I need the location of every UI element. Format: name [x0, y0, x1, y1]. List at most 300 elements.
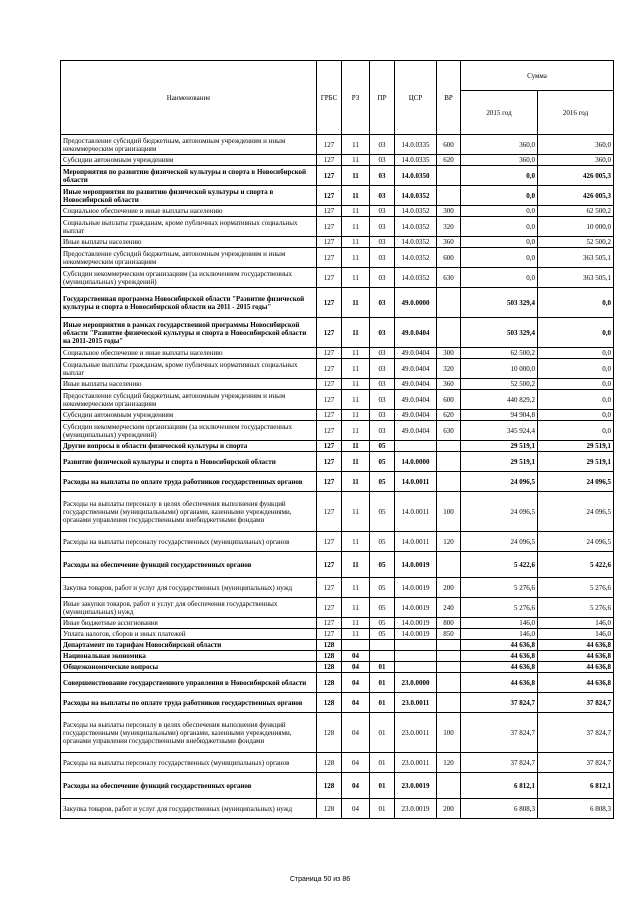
- cell-sum-2016: 146,0: [538, 629, 614, 640]
- cell-csr: 23.0.0000: [395, 673, 437, 693]
- table-row: [61, 379, 614, 390]
- cell-vr: 120: [437, 532, 461, 552]
- cell-name: Мероприятия по развитию физической культуры и спорта в Новосибирской области: [61, 166, 317, 186]
- cell-pr: 03: [370, 390, 395, 410]
- cell-sum-2015: 360,0: [461, 135, 538, 155]
- cell-name: Расходы на выплаты персоналу государственных (муниципальных) органов: [61, 532, 317, 552]
- cell-csr: 49.0.0404: [395, 348, 437, 359]
- cell-name: Государственная программа Новосибирской области "Развитие физической культуры и спорта в Новосибирской области на 2011 - 2015 годы": [61, 288, 317, 318]
- cell-csr: 49.0.0404: [395, 390, 437, 410]
- cell-vr: 320: [437, 217, 461, 237]
- cell-rz: 11: [342, 618, 370, 629]
- table-row: [61, 693, 614, 713]
- cell-pr: 03: [370, 135, 395, 155]
- cell-vr: [437, 552, 461, 578]
- cell-sum-2015: 29 519,1: [461, 452, 538, 472]
- cell-csr: 14.0.0352: [395, 268, 437, 288]
- cell-grbs: 127: [317, 155, 342, 166]
- budget-table: [60, 60, 614, 819]
- cell-sum-2015: 10 000,0: [461, 359, 538, 379]
- cell-name: Субсидии некоммерческим организациям (за исключением государственных (муниципальных) учреждений): [61, 268, 317, 288]
- header-2016: 2016 год: [538, 91, 614, 135]
- cell-vr: 630: [437, 421, 461, 441]
- cell-name: Социальное обеспечение и иные выплаты населению: [61, 348, 317, 359]
- cell-name: Социальные выплаты гражданам, кроме публичных нормативных социальных выплат: [61, 359, 317, 379]
- cell-vr: 120: [437, 753, 461, 773]
- cell-pr: [370, 651, 395, 662]
- cell-grbs: 127: [317, 618, 342, 629]
- cell-sum-2015: 37 824,7: [461, 693, 538, 713]
- cell-pr: 01: [370, 662, 395, 673]
- cell-csr: 49.0.0404: [395, 410, 437, 421]
- cell-sum-2016: 0,0: [538, 379, 614, 390]
- cell-pr: 05: [370, 578, 395, 598]
- header-csr: ЦСР: [395, 61, 437, 135]
- cell-rz: 11: [342, 598, 370, 618]
- cell-csr: 14.0.0335: [395, 155, 437, 166]
- cell-name: Национальная экономика: [61, 651, 317, 662]
- cell-sum-2016: 5 422,6: [538, 552, 614, 578]
- cell-sum-2015: 440 829,2: [461, 390, 538, 410]
- cell-sum-2016: 24 096,5: [538, 492, 614, 532]
- cell-grbs: 127: [317, 441, 342, 452]
- cell-pr: 01: [370, 693, 395, 713]
- cell-sum-2015: 0,0: [461, 248, 538, 268]
- cell-vr: 320: [437, 359, 461, 379]
- cell-name: Расходы на обеспечение функций государственных органов: [61, 773, 317, 799]
- cell-vr: [437, 166, 461, 186]
- cell-sum-2016: 37 824,7: [538, 693, 614, 713]
- cell-name: Развитие физической культуры и спорта в Новосибирской области: [61, 452, 317, 472]
- cell-sum-2015: 52 500,2: [461, 379, 538, 390]
- header-grbs: ГРБС: [317, 61, 342, 135]
- cell-vr: 240: [437, 598, 461, 618]
- cell-rz: 11: [342, 492, 370, 532]
- cell-sum-2015: 146,0: [461, 618, 538, 629]
- cell-vr: 200: [437, 578, 461, 598]
- cell-name: Закупка товаров, работ и услуг для государственных (муниципальных) нужд: [61, 799, 317, 819]
- cell-name: Иные мероприятия по развитию физической культуры и спорта в Новосибирской области: [61, 186, 317, 206]
- cell-csr: 14.0.0352: [395, 206, 437, 217]
- cell-rz: [342, 640, 370, 651]
- cell-csr: [395, 662, 437, 673]
- cell-grbs: 127: [317, 390, 342, 410]
- cell-pr: 03: [370, 155, 395, 166]
- cell-rz: 11: [342, 472, 370, 492]
- cell-pr: [370, 640, 395, 651]
- cell-sum-2015: 0,0: [461, 166, 538, 186]
- cell-name: Другие вопросы в области физической культуры и спорта: [61, 441, 317, 452]
- cell-grbs: 127: [317, 288, 342, 318]
- cell-rz: 11: [342, 237, 370, 248]
- table-row: [61, 166, 614, 186]
- cell-name: Расходы на выплаты по оплате труда работников государственных органов: [61, 693, 317, 713]
- cell-sum-2016: 24 096,5: [538, 532, 614, 552]
- cell-name: Расходы на выплаты по оплате труда работников государственных органов: [61, 472, 317, 492]
- cell-pr: 03: [370, 421, 395, 441]
- cell-grbs: 127: [317, 379, 342, 390]
- table-body: [61, 135, 614, 819]
- cell-sum-2015: 44 636,8: [461, 640, 538, 651]
- cell-sum-2016: 0,0: [538, 359, 614, 379]
- table-row: [61, 673, 614, 693]
- cell-sum-2015: 360,0: [461, 155, 538, 166]
- table-row: [61, 532, 614, 552]
- page-number: Страница 50 из 86: [289, 876, 351, 883]
- cell-vr: 630: [437, 268, 461, 288]
- cell-csr: 49.0.0404: [395, 318, 437, 348]
- cell-sum-2015: 62 500,2: [461, 348, 538, 359]
- cell-sum-2015: 44 636,8: [461, 651, 538, 662]
- cell-sum-2016: 24 096,5: [538, 472, 614, 492]
- cell-grbs: 127: [317, 629, 342, 640]
- cell-sum-2015: 5 276,6: [461, 578, 538, 598]
- cell-pr: 05: [370, 532, 395, 552]
- cell-grbs: 127: [317, 359, 342, 379]
- cell-name: Расходы на обеспечение функций государственных органов: [61, 552, 317, 578]
- cell-sum-2015: 5 422,6: [461, 552, 538, 578]
- cell-name: Предоставление субсидий бюджетным, автономным учреждениям и иным некоммерческим организациям: [61, 135, 317, 155]
- table-row: [61, 472, 614, 492]
- cell-rz: 11: [342, 248, 370, 268]
- cell-grbs: 127: [317, 135, 342, 155]
- cell-csr: 14.0.0011: [395, 532, 437, 552]
- cell-rz: 11: [342, 166, 370, 186]
- cell-csr: 14.0.0019: [395, 552, 437, 578]
- cell-rz: 11: [342, 217, 370, 237]
- cell-sum-2016: 44 636,8: [538, 673, 614, 693]
- cell-csr: [395, 651, 437, 662]
- cell-vr: 600: [437, 390, 461, 410]
- cell-sum-2015: 0,0: [461, 268, 538, 288]
- cell-rz: 11: [342, 421, 370, 441]
- cell-vr: [437, 693, 461, 713]
- cell-vr: 200: [437, 799, 461, 819]
- table-row: [61, 348, 614, 359]
- cell-name: Иные бюджетные ассигнования: [61, 618, 317, 629]
- cell-grbs: 127: [317, 318, 342, 348]
- cell-sum-2015: 345 924,4: [461, 421, 538, 441]
- cell-grbs: 127: [317, 166, 342, 186]
- cell-vr: [437, 318, 461, 348]
- cell-vr: [437, 673, 461, 693]
- cell-csr: 14.0.0352: [395, 237, 437, 248]
- cell-name: Предоставление субсидий бюджетным, автономным учреждениям и иным некоммерческим организациям: [61, 390, 317, 410]
- cell-rz: 04: [342, 662, 370, 673]
- table-row: [61, 799, 614, 819]
- cell-sum-2015: 24 096,5: [461, 532, 538, 552]
- table-row: [61, 390, 614, 410]
- cell-rz: 11: [342, 578, 370, 598]
- cell-pr: 03: [370, 348, 395, 359]
- cell-name: Иные мероприятия в рамках государственной программы Новосибирской области "Развитие физической культуры и спорта в Новосибирской области на 2011-2015 годы": [61, 318, 317, 348]
- cell-csr: 14.0.0019: [395, 629, 437, 640]
- cell-csr: 23.0.0011: [395, 753, 437, 773]
- cell-rz: 11: [342, 186, 370, 206]
- cell-pr: 03: [370, 217, 395, 237]
- cell-csr: 14.0.0019: [395, 578, 437, 598]
- cell-sum-2015: 0,0: [461, 186, 538, 206]
- cell-csr: [395, 441, 437, 452]
- cell-sum-2016: 360,0: [538, 135, 614, 155]
- cell-pr: 01: [370, 799, 395, 819]
- cell-grbs: 128: [317, 651, 342, 662]
- cell-grbs: 127: [317, 268, 342, 288]
- cell-sum-2016: 44 636,8: [538, 651, 614, 662]
- cell-name: Уплата налогов, сборов и иных платежей: [61, 629, 317, 640]
- cell-sum-2016: 6 808,3: [538, 799, 614, 819]
- cell-grbs: 128: [317, 753, 342, 773]
- cell-sum-2016: 0,0: [538, 348, 614, 359]
- cell-rz: 11: [342, 288, 370, 318]
- cell-csr: 14.0.0000: [395, 452, 437, 472]
- cell-rz: 04: [342, 799, 370, 819]
- cell-pr: 03: [370, 410, 395, 421]
- cell-sum-2015: 44 636,8: [461, 673, 538, 693]
- cell-sum-2016: 426 005,3: [538, 166, 614, 186]
- table-row: [61, 552, 614, 578]
- cell-vr: [437, 472, 461, 492]
- table-row: [61, 662, 614, 673]
- table-row: [61, 578, 614, 598]
- cell-csr: 49.0.0404: [395, 421, 437, 441]
- table-row: [61, 186, 614, 206]
- cell-sum-2016: 0,0: [538, 410, 614, 421]
- cell-grbs: 128: [317, 773, 342, 799]
- cell-rz: 04: [342, 673, 370, 693]
- header-sum: Сумма: [461, 61, 614, 91]
- table-row: [61, 268, 614, 288]
- cell-name: Иные закупки товаров, работ и услуг для обеспечения государственных (муниципальных) нужд: [61, 598, 317, 618]
- cell-name: Закупка товаров, работ и услуг для государственных (муниципальных) нужд: [61, 578, 317, 598]
- cell-sum-2016: 0,0: [538, 390, 614, 410]
- cell-pr: 03: [370, 166, 395, 186]
- cell-sum-2015: 94 904,8: [461, 410, 538, 421]
- cell-sum-2015: 503 329,4: [461, 318, 538, 348]
- cell-sum-2015: 503 329,4: [461, 288, 538, 318]
- cell-rz: 11: [342, 268, 370, 288]
- cell-vr: 100: [437, 713, 461, 753]
- cell-vr: 100: [437, 492, 461, 532]
- cell-csr: 14.0.0352: [395, 248, 437, 268]
- cell-rz: 11: [342, 318, 370, 348]
- table-row: [61, 629, 614, 640]
- cell-pr: 03: [370, 186, 395, 206]
- cell-pr: 03: [370, 288, 395, 318]
- cell-pr: 05: [370, 452, 395, 472]
- cell-sum-2016: 0,0: [538, 288, 614, 318]
- cell-rz: 11: [342, 135, 370, 155]
- cell-name: Субсидии автономным учреждениям: [61, 155, 317, 166]
- table-row: [61, 753, 614, 773]
- cell-sum-2015: 6 808,3: [461, 799, 538, 819]
- cell-rz: 11: [342, 552, 370, 578]
- cell-csr: 23.0.0011: [395, 693, 437, 713]
- cell-rz: 11: [342, 452, 370, 472]
- cell-pr: 05: [370, 598, 395, 618]
- table-row: [61, 441, 614, 452]
- cell-pr: 05: [370, 552, 395, 578]
- cell-csr: 14.0.0335: [395, 135, 437, 155]
- cell-pr: 01: [370, 673, 395, 693]
- table-row: [61, 421, 614, 441]
- cell-rz: 11: [342, 629, 370, 640]
- cell-name: Совершенствование государственного управления в Новосибирской области: [61, 673, 317, 693]
- cell-sum-2016: 5 276,6: [538, 578, 614, 598]
- cell-grbs: 127: [317, 206, 342, 217]
- cell-grbs: 127: [317, 421, 342, 441]
- cell-csr: 14.0.0350: [395, 166, 437, 186]
- cell-sum-2015: 44 636,8: [461, 662, 538, 673]
- cell-sum-2016: 44 636,8: [538, 640, 614, 651]
- table-row: [61, 651, 614, 662]
- cell-pr: 01: [370, 773, 395, 799]
- cell-csr: 23.0.0019: [395, 799, 437, 819]
- cell-vr: 360: [437, 237, 461, 248]
- table-row: [61, 618, 614, 629]
- cell-sum-2016: 37 824,7: [538, 753, 614, 773]
- cell-vr: 600: [437, 135, 461, 155]
- cell-sum-2016: 6 812,1: [538, 773, 614, 799]
- cell-csr: 14.0.0352: [395, 217, 437, 237]
- cell-csr: 14.0.0019: [395, 598, 437, 618]
- cell-sum-2016: 62 500,2: [538, 206, 614, 217]
- table-row: [61, 640, 614, 651]
- cell-vr: 300: [437, 206, 461, 217]
- cell-name: Социальное обеспечение и иные выплаты населению: [61, 206, 317, 217]
- header-rz: РЗ: [342, 61, 370, 135]
- cell-grbs: 127: [317, 248, 342, 268]
- table-row: [61, 237, 614, 248]
- cell-grbs: 127: [317, 410, 342, 421]
- cell-pr: 03: [370, 237, 395, 248]
- cell-vr: 360: [437, 379, 461, 390]
- cell-sum-2015: 29 519,1: [461, 441, 538, 452]
- cell-pr: 05: [370, 441, 395, 452]
- cell-grbs: 127: [317, 452, 342, 472]
- cell-sum-2016: 5 276,6: [538, 598, 614, 618]
- cell-sum-2015: 0,0: [461, 237, 538, 248]
- cell-grbs: 127: [317, 552, 342, 578]
- cell-grbs: 128: [317, 662, 342, 673]
- cell-sum-2016: 146,0: [538, 618, 614, 629]
- table-row: [61, 713, 614, 753]
- cell-pr: 05: [370, 629, 395, 640]
- cell-name: Расходы на выплаты персоналу в целях обеспечения выполнения функций государственными (муниципальными) органами, казенными учреждениями, органами управления государственными внебюджетными фондами: [61, 713, 317, 753]
- cell-name: Расходы на выплаты персоналу в целях обеспечения выполнения функций государственными (муниципальными) органами, казенными учреждениями, органами управления государственными внебюджетными фондами: [61, 492, 317, 532]
- cell-name: Расходы на выплаты персоналу государственных (муниципальных) органов: [61, 753, 317, 773]
- cell-rz: 11: [342, 532, 370, 552]
- cell-rz: 11: [342, 379, 370, 390]
- cell-csr: 14.0.0011: [395, 472, 437, 492]
- cell-grbs: 128: [317, 640, 342, 651]
- cell-vr: [437, 662, 461, 673]
- cell-vr: 800: [437, 618, 461, 629]
- cell-rz: 04: [342, 651, 370, 662]
- cell-sum-2016: 426 005,3: [538, 186, 614, 206]
- cell-rz: 04: [342, 753, 370, 773]
- cell-sum-2015: 24 096,5: [461, 492, 538, 532]
- cell-csr: 49.0.0000: [395, 288, 437, 318]
- cell-vr: 620: [437, 410, 461, 421]
- cell-sum-2016: 37 824,7: [538, 713, 614, 753]
- cell-pr: 03: [370, 248, 395, 268]
- cell-sum-2015: 146,0: [461, 629, 538, 640]
- cell-name: Субсидии автономным учреждениям: [61, 410, 317, 421]
- cell-vr: [437, 640, 461, 651]
- cell-vr: 620: [437, 155, 461, 166]
- cell-sum-2016: 29 519,1: [538, 441, 614, 452]
- cell-sum-2016: 360,0: [538, 155, 614, 166]
- cell-pr: 01: [370, 713, 395, 753]
- cell-rz: 11: [342, 206, 370, 217]
- table-row: [61, 598, 614, 618]
- cell-vr: [437, 288, 461, 318]
- table-row: [61, 410, 614, 421]
- header-vr: ВР: [437, 61, 461, 135]
- cell-csr: 14.0.0019: [395, 618, 437, 629]
- cell-pr: 03: [370, 206, 395, 217]
- cell-grbs: 127: [317, 532, 342, 552]
- cell-grbs: 127: [317, 472, 342, 492]
- cell-rz: 11: [342, 348, 370, 359]
- cell-sum-2015: 24 096,5: [461, 472, 538, 492]
- cell-name: Департамент по тарифам Новосибирской области: [61, 640, 317, 651]
- table-row: [61, 492, 614, 532]
- cell-vr: [437, 452, 461, 472]
- cell-pr: 03: [370, 268, 395, 288]
- cell-grbs: 128: [317, 713, 342, 753]
- cell-pr: 05: [370, 618, 395, 629]
- cell-grbs: 127: [317, 578, 342, 598]
- cell-name: Иные выплаты населению: [61, 237, 317, 248]
- cell-sum-2016: 52 500,2: [538, 237, 614, 248]
- cell-rz: 11: [342, 359, 370, 379]
- header-2015: 2015 год: [461, 91, 538, 135]
- table-row: [61, 155, 614, 166]
- cell-grbs: 127: [317, 598, 342, 618]
- cell-rz: 11: [342, 410, 370, 421]
- cell-grbs: 128: [317, 673, 342, 693]
- cell-pr: 03: [370, 318, 395, 348]
- cell-sum-2015: 0,0: [461, 206, 538, 217]
- cell-sum-2015: 6 812,1: [461, 773, 538, 799]
- cell-sum-2015: 37 824,7: [461, 753, 538, 773]
- table-row: [61, 135, 614, 155]
- cell-vr: [437, 773, 461, 799]
- cell-sum-2016: 363 505,1: [538, 248, 614, 268]
- cell-csr: 23.0.0019: [395, 773, 437, 799]
- cell-grbs: 128: [317, 799, 342, 819]
- table-row: [61, 773, 614, 799]
- cell-name: Предоставление субсидий бюджетным, автономным учреждениям и иным некоммерческим организациям: [61, 248, 317, 268]
- cell-grbs: 128: [317, 693, 342, 713]
- table-row: [61, 359, 614, 379]
- cell-pr: 03: [370, 379, 395, 390]
- cell-vr: 850: [437, 629, 461, 640]
- cell-vr: 300: [437, 348, 461, 359]
- cell-sum-2016: 10 000,0: [538, 217, 614, 237]
- table-row: [61, 217, 614, 237]
- cell-grbs: 127: [317, 186, 342, 206]
- header-name: Наименование: [61, 61, 317, 135]
- cell-sum-2016: 29 519,1: [538, 452, 614, 472]
- header-pr: ПР: [370, 61, 395, 135]
- table-row: [61, 452, 614, 472]
- cell-rz: 11: [342, 390, 370, 410]
- cell-sum-2016: 0,0: [538, 421, 614, 441]
- cell-name: Иные выплаты населению: [61, 379, 317, 390]
